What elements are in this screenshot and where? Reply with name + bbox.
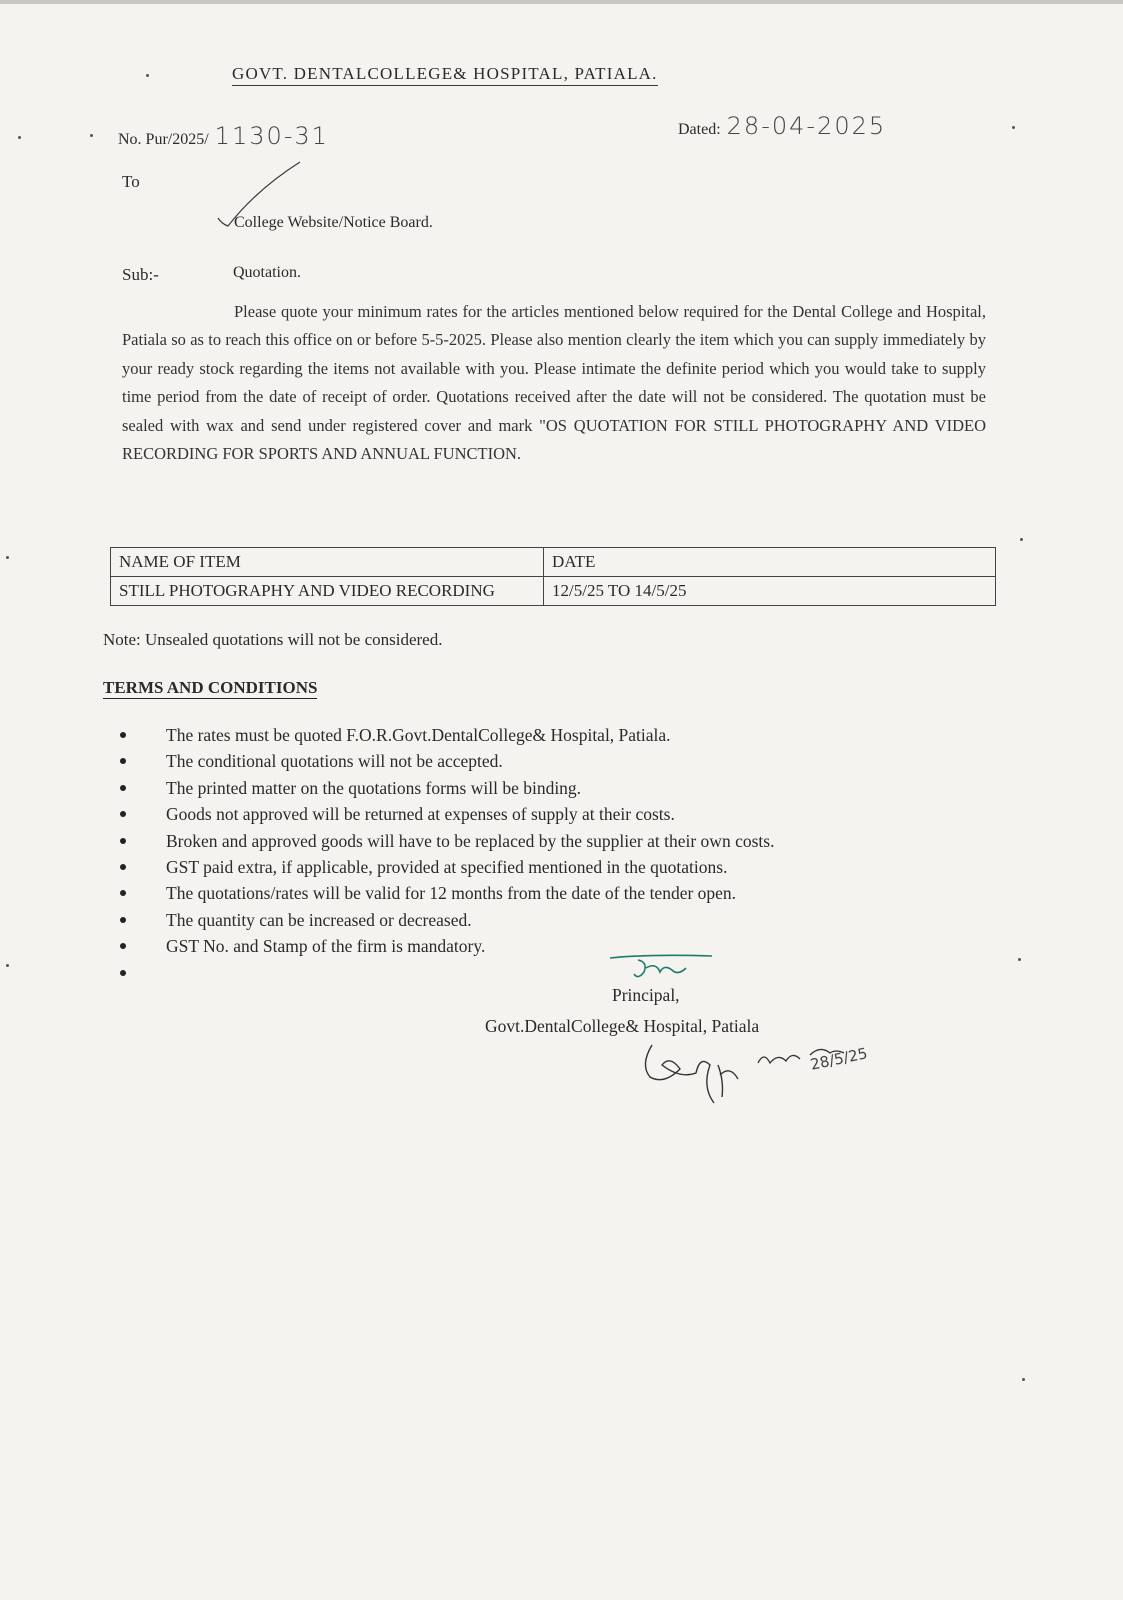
terms-list	[118, 722, 774, 986]
list-item: Broken and approved goods will have to be replaced by the supplier at their own costs.	[118, 828, 774, 854]
signatory-title: Principal,	[612, 985, 680, 1005]
stray-mark	[1022, 1378, 1025, 1381]
handwritten-date: 28-04-2025	[726, 112, 887, 140]
list-item: GST paid extra, if applicable, provided at specified mentioned in the quotations.	[118, 854, 774, 880]
stray-mark	[90, 134, 93, 137]
list-item: The conditional quotations will not be accepted.	[118, 748, 774, 774]
stray-mark	[1018, 958, 1021, 961]
top-edge-line	[0, 0, 1123, 4]
date-line	[678, 112, 886, 140]
date-label: Dated:	[678, 121, 721, 138]
table-header-row	[111, 548, 996, 577]
stray-mark	[146, 74, 149, 77]
items-table	[110, 547, 996, 606]
stray-mark	[1012, 126, 1015, 129]
stray-mark	[6, 556, 9, 559]
stray-mark	[6, 964, 9, 967]
header-date: DATE	[544, 548, 996, 577]
header-name-of-item: NAME OF ITEM	[111, 548, 544, 577]
note: Note: Unsealed quotations will not be considered.	[103, 630, 443, 649]
stray-mark	[1020, 538, 1023, 541]
handwritten-signature-date: 28/5/25	[808, 1044, 870, 1074]
list-item: The rates must be quoted F.O.R.Govt.DentalCollege& Hospital, Patiala.	[118, 722, 774, 748]
stray-mark	[18, 136, 21, 139]
reference-prefix: No. Pur/2025/	[118, 131, 209, 148]
reference-number	[118, 122, 329, 150]
institution-header: GOVT. DENTALCOLLEGE& HOSPITAL, PATIALA.	[232, 64, 658, 86]
list-item: The quantity can be increased or decreased.	[118, 907, 774, 933]
list-item: GST No. and Stamp of the firm is mandatory.	[118, 933, 774, 959]
item-name-cell: STILL PHOTOGRAPHY AND VIDEO RECORDING	[111, 577, 544, 606]
terms-title: TERMS AND CONDITIONS	[103, 678, 318, 697]
reference-handwritten-number: 1130-31	[214, 122, 329, 150]
signatory-organization: Govt.DentalCollege& Hospital, Patiala	[485, 1016, 760, 1036]
subject-label: Sub:-	[122, 265, 159, 284]
item-date-cell: 12/5/25 TO 14/5/25	[544, 577, 996, 606]
body-paragraph: Please quote your minimum rates for the articles mentioned below required for the Dental College and Hospital, Patiala so as to reach this office on or before 5-5-2025. Please also mention clearly the item which you can supply immediately by your ready stock regarding the items not available with you. Please intimate the definite period which you would take to supply time period from the date of receipt of order. Quotations received after the date will not be considered. The quotation must be sealed with wax and send under registered cover and mark "OS QUOTATION FOR STILL PHOTOGRAPHY AND VIDEO RECORDING FOR SPORTS AND ANNUAL FUNCTION.	[122, 302, 986, 464]
table-row	[111, 577, 996, 606]
list-item: Goods not approved will be returned at expenses of supply at their costs.	[118, 801, 774, 827]
list-item: The quotations/rates will be valid for 12 months from the date of the tender open.	[118, 880, 774, 906]
principal-signature-icon	[608, 950, 718, 990]
recipient: College Website/Notice Board.	[234, 214, 433, 231]
list-item: The printed matter on the quotations forms will be binding.	[118, 775, 774, 801]
to-label: To	[122, 172, 140, 191]
subject-value: Quotation.	[233, 264, 301, 281]
